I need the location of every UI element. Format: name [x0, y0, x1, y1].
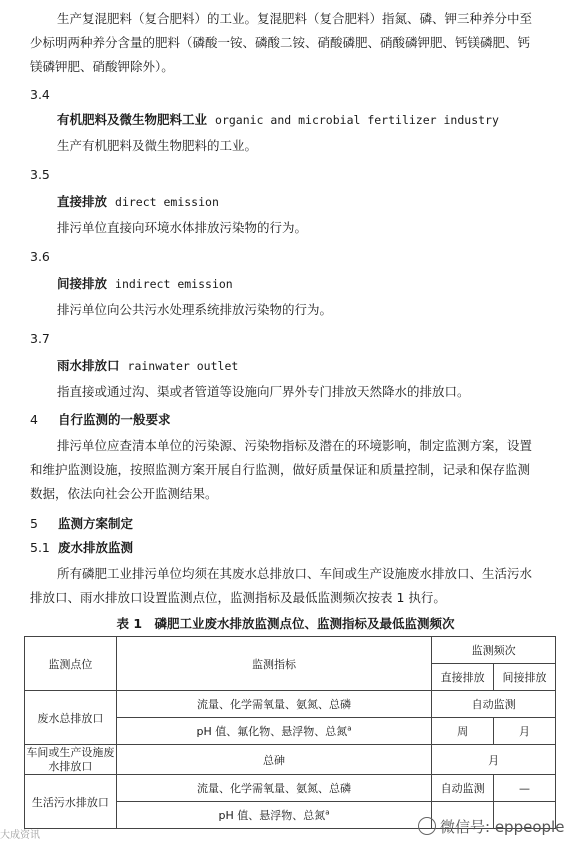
heading-number: 5: [30, 516, 38, 531]
heading-title: 废水排放监测: [58, 540, 134, 555]
term-zh: 有机肥料及微生物肥料工业: [57, 112, 208, 127]
section-heading: [30, 410, 171, 428]
term-definition: 指直接或通过沟、渠或者管道等设施向厂界外专门排放天然降水的排放口。: [57, 384, 470, 399]
section-number: 3.5: [30, 167, 50, 182]
watermark-right: [418, 816, 564, 837]
watermark-left: 大成资讯: [0, 830, 40, 841]
term-zh: 间接排放: [57, 276, 108, 291]
header-monitoring-point: 监测点位: [25, 637, 117, 691]
wechat-icon: [418, 817, 436, 835]
cell-point: 废水总排放口: [25, 691, 117, 745]
cell-indirect: 月: [494, 718, 556, 745]
intro-line-1: 生产复混肥料（复合肥料）的工业。复混肥料（复合肥料）指氮、磷、钾三种养分中至: [57, 11, 533, 26]
heading-title: 自行监测的一般要求: [58, 412, 171, 427]
paragraph-line: 和维护监测设施，按照监测方案开展自行监测，做好质量保证和质量控制，记录和保存监测: [30, 462, 531, 477]
term-en: indirect emission: [115, 277, 233, 291]
section-number: 3.7: [30, 331, 50, 346]
term-heading: [57, 192, 219, 210]
monitoring-table: [24, 636, 556, 829]
intro-line-2: 少标明两种养分含量的肥料（磷酸一铵、磷酸二铵、硝酸磷肥、硝酸磷钾肥、钙镁磷肥、钙: [30, 35, 531, 50]
table-row: [25, 745, 556, 775]
paragraph-line: 数据，依法向社会公开监测结果。: [30, 486, 218, 501]
watermark-right-text: 微信号: eppeople: [440, 818, 565, 836]
term-zh: 雨水排放口: [57, 358, 120, 373]
cell-index-text: pH 值、氟化物、悬浮物、总氮: [196, 725, 348, 738]
cell-direct: 自动监测: [432, 775, 494, 802]
cell-frequency: 自动监测: [432, 691, 556, 718]
cell-index: [116, 718, 431, 745]
term-heading: [57, 274, 233, 292]
term-en: direct emission: [115, 195, 219, 209]
header-indirect-discharge: 间接排放: [494, 664, 556, 691]
cell-index: 流量、化学需氧量、氨氮、总磷: [116, 691, 431, 718]
cell-indirect: —: [494, 775, 556, 802]
term-heading: [57, 110, 499, 128]
cell-point: 生活污水排放口: [25, 775, 117, 829]
intro-line-3: 镁磷钾肥、硝酸钾除外）。: [30, 59, 174, 74]
cell-index: 流量、化学需氧量、氨氮、总磷: [116, 775, 431, 802]
term-definition: 排污单位直接向环境水体排放污染物的行为。: [57, 220, 308, 235]
header-direct-discharge: 直接排放: [432, 664, 494, 691]
cell-direct: 周: [432, 718, 494, 745]
term-en: rainwater outlet: [127, 359, 239, 373]
section-number: 3.4: [30, 87, 50, 102]
heading-number: 4: [30, 412, 38, 427]
cell-index-text: pH 值、悬浮物、总氮: [218, 809, 326, 822]
term-definition: 排污单位向公共污水处理系统排放污染物的行为。: [57, 302, 333, 317]
section-heading: [30, 514, 133, 532]
cell-index: 总砷: [116, 745, 431, 775]
cell-frequency: 月: [432, 745, 556, 775]
cell-index: [116, 802, 431, 829]
header-monitoring-index: 监测指标: [116, 637, 431, 691]
term-definition: 生产有机肥料及微生物肥料的工业。: [57, 138, 258, 153]
heading-title: 监测方案制定: [58, 516, 134, 531]
heading-number: 5.1: [30, 540, 50, 555]
term-zh: 直接排放: [57, 194, 108, 209]
term-en: organic and microbial fertilizer industry: [215, 113, 499, 127]
cell-point: 车间或生产设施废水排放口: [26, 745, 115, 773]
table-caption: 表 1 磷肥工业废水排放监测点位、监测指标及最低监测频次: [116, 616, 455, 631]
paragraph-line: 排污单位应查清本单位的污染源、污染物指标及潜在的环境影响，制定监测方案，设置: [57, 438, 533, 453]
footnote-marker: a: [347, 724, 352, 733]
term-heading: [57, 356, 238, 374]
subsection-heading: [30, 538, 133, 556]
table-row: [25, 691, 556, 718]
footnote-marker: a: [325, 808, 330, 817]
section-number: 3.6: [30, 249, 50, 264]
paragraph-line: 所有磷肥工业排污单位均须在其废水总排放口、车间或生产设施废水排放口、生活污水: [57, 566, 533, 581]
header-monitoring-frequency: 监测频次: [432, 637, 556, 664]
table-row: [25, 775, 556, 802]
paragraph-line: 排放口、雨水排放口设置监测点位，监测指标及最低监测频次按表 1 执行。: [30, 590, 446, 605]
